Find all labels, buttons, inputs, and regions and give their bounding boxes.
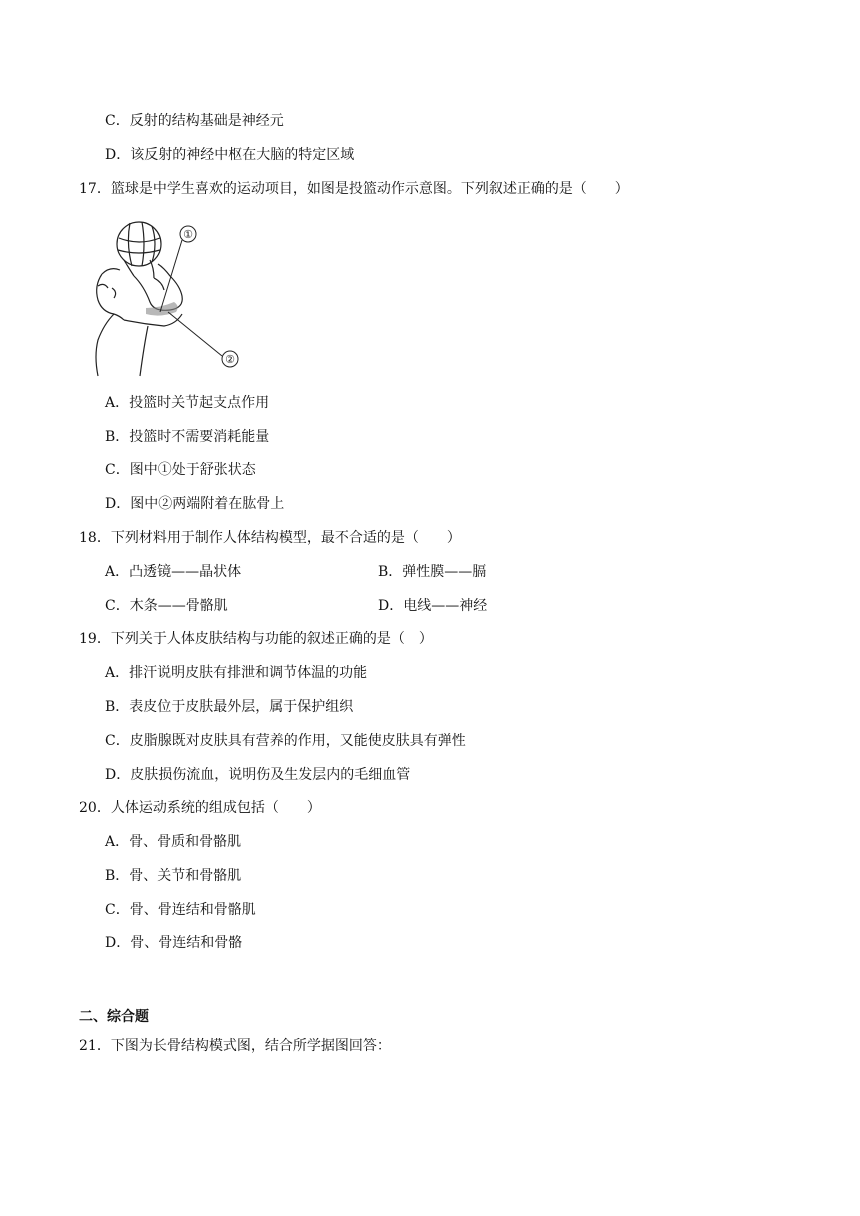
q20-option-d: D．骨、骨连结和骨骼 — [105, 935, 243, 951]
q19-stem: 19．下列关于人体皮肤结构与功能的叙述正确的是（ ） — [79, 631, 433, 647]
q18-option-d: D．电线——神经 — [378, 598, 488, 614]
q17-option-b: B．投篮时不需要消耗能量 — [105, 429, 270, 445]
q19-option-d: D．皮肤损伤流血，说明伤及生发层内的毛细血管 — [105, 767, 411, 783]
q17-stem: 17．篮球是中学生喜欢的运动项目，如图是投篮动作示意图。下列叙述正确的是（ ） — [79, 181, 629, 197]
basketball-shooting-figure — [84, 216, 244, 378]
q17-option-c: C．图中①处于舒张状态 — [105, 462, 256, 478]
q19-option-b: B．表皮位于皮肤最外层，属于保护组织 — [105, 699, 354, 715]
q20-option-b: B．骨、关节和骨骼肌 — [105, 868, 242, 884]
section-heading: 二、综合题 — [79, 1009, 149, 1025]
q17-option-d: D．图中②两端附着在肱骨上 — [105, 496, 285, 512]
q18-stem: 18．下列材料用于制作人体结构模型，最不合适的是（ ） — [79, 530, 461, 546]
q19-option-a: A．排汗说明皮肤有排泄和调节体温的功能 — [105, 665, 368, 681]
q16-option-d: D．该反射的神经中枢在大脑的特定区域 — [105, 147, 355, 163]
q17-option-a: A．投篮时关节起支点作用 — [105, 395, 270, 411]
q18-option-a: A．凸透镜——晶状体 — [105, 564, 242, 580]
q19-option-c: C．皮脂腺既对皮肤具有营养的作用，又能使皮肤具有弹性 — [105, 733, 466, 749]
q16-option-c: C．反射的结构基础是神经元 — [105, 113, 284, 129]
q20-stem: 20．人体运动系统的组成包括（ ） — [79, 800, 321, 816]
q18-option-b: B．弹性膜——膈 — [378, 564, 487, 580]
q21-stem: 21．下图为长骨结构模式图，结合所学据图回答： — [79, 1038, 391, 1054]
figure-label-2: ② — [225, 353, 235, 366]
q20-option-a: A．骨、骨质和骨骼肌 — [105, 834, 242, 850]
figure-label-1: ① — [183, 228, 193, 241]
q20-option-c: C．骨、骨连结和骨骼肌 — [105, 902, 256, 918]
basketball-shooting-illustration — [84, 216, 244, 378]
q18-option-c: C．木条——骨骼肌 — [105, 598, 228, 614]
